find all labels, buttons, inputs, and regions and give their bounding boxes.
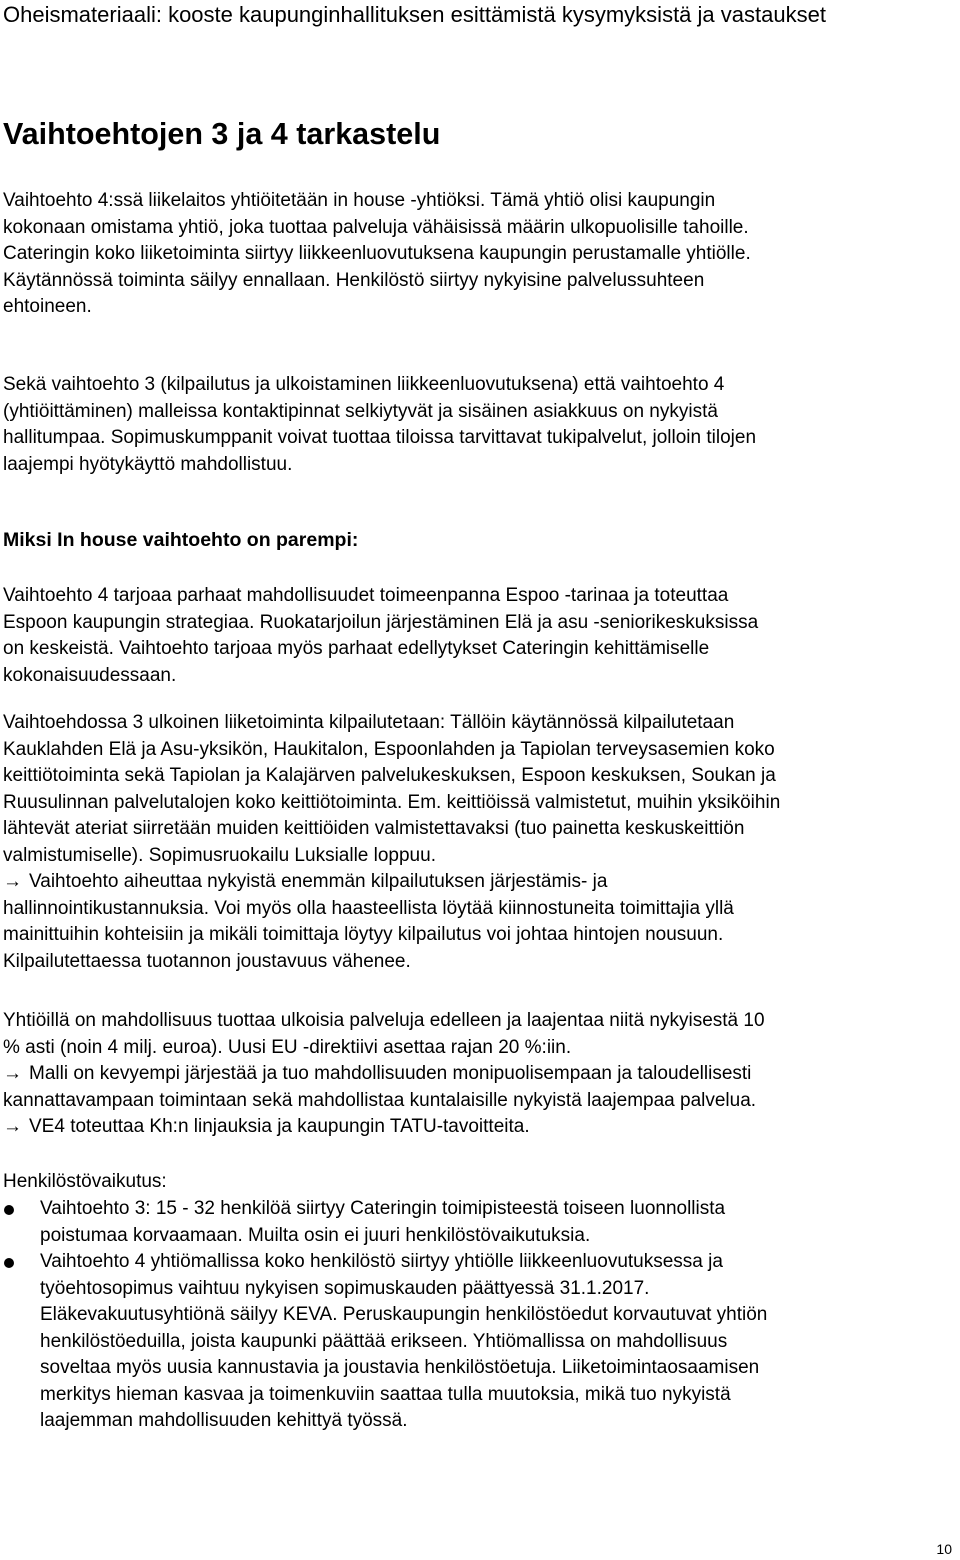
- arrow-icon: →: [3, 1116, 22, 1137]
- p3-line-2: Espoon kaupungin strategiaa. Ruokatarjoilun järjestäminen Elä ja asu -seniorikeskuksissa: [3, 611, 759, 633]
- arrow-icon: →: [3, 1063, 22, 1084]
- list-item: [3, 1196, 955, 1249]
- p1-line-4: Käytännössä toiminta säilyy ennallaan. Henkilöstö siirtyy nykyisine palvelussuhteen: [3, 269, 705, 291]
- text-block-b: [3, 372, 955, 478]
- p4-arrow-line-2: hallinnointikustannuksia. Voi myös olla haasteellista löytää kiinnostuneita toimittajia yllä: [3, 897, 734, 919]
- p5-line-1: Yhtiöillä on mahdollisuus tuottaa ulkoisia palveluja edelleen ja laajentaa niitä nykyisestä 10: [3, 1010, 765, 1031]
- paragraph-external-services: [3, 1008, 955, 1141]
- p1-line-3: Cateringin koko liiketoiminta siirtyy liikkeenluovutuksena kaupungin perustamalle yhtiölle.: [3, 243, 751, 264]
- p5-arrow2-line: VE4 toteuttaa Kh:n linjauksia ja kaupungin TATU-tavoitteita.: [29, 1116, 530, 1137]
- bullet-icon: [4, 1258, 14, 1268]
- p1-line-2: kokonaan omistama yhtiö, joka tuottaa palveluja vähäisissä määrin ulkopuolisille tahoille.: [3, 216, 749, 238]
- p5-line-2: % asti (noin 4 milj. euroa). Uusi EU -direktiivi asettaa rajan 20 %:iin.: [3, 1036, 572, 1058]
- p4-line-3: keittiötoiminta sekä Tapiolan ja Kalajärven palvelukeskuksen, Espoon keskuksen, Soukan ja: [3, 765, 776, 786]
- p4-line-5: lähtevät ateriat siirretään muiden keittiöiden valmistettavaksi (tuo painetta keskuskeittiön: [3, 818, 745, 839]
- p5-arrow1-line-2: kannattavampaan toimintaan sekä mahdollistaa kuntalaisille nykyistä laajempaa palvelua.: [3, 1089, 757, 1111]
- paragraph-option-4-benefits: [3, 583, 955, 689]
- p4-line-4: Ruusulinnan palvelutalojen koko keittiötoiminta. Em. keittiöissä valmistetut, muihin yksiköihin: [3, 791, 781, 813]
- p2-line-3: hallitumpaa. Sopimuskumppanit voivat tuottaa tiloissa tarvittavat tukipalvelut, jolloin tilojen: [3, 427, 757, 448]
- bullet1-line-1: Vaihtoehto 3: 15 - 32 henkilöä siirtyy Cateringin toimipisteestä toiseen luonnollista: [40, 1198, 726, 1219]
- p5-arrow1-line-1: Malli on kevyempi järjestää ja tuo mahdollisuuden monipuolisempaan ja taloudellisesti: [29, 1063, 752, 1084]
- staff-impact-label: Henkilöstövaikutus:: [3, 1171, 167, 1192]
- running-header: Oheismateriaali: kooste kaupunginhallituksen esittämistä kysymyksistä ja vastaukset: [3, 2, 826, 27]
- p2-line-2: (yhtiöittäminen) malleissa kontaktipinnat selkiytyvät ja sisäinen asiakkuus on nykyistä: [3, 400, 718, 422]
- bullet2-line-4: henkilöstöeduilla, joista kaupunki päättää erikseen. Yhtiömallissa on mahdollisuus: [40, 1330, 728, 1352]
- bullet2-line-5: soveltaa myös uusia kannustavia ja joustavia henkilöstöetuja. Liiketoimintaosaamisen: [40, 1357, 760, 1378]
- p1-line-5: ehtoineen.: [3, 296, 92, 317]
- p4-line-6: valmistumiselle). Sopimusruokailu Luksialle loppuu.: [3, 844, 436, 866]
- bullet1-line-2: poistumaa korvaamaan. Muilta osin ei juuri henkilöstövaikutuksia.: [40, 1224, 591, 1246]
- bullet2-line-7: laajemman mahdollisuuden kehittyä työssä.: [40, 1410, 408, 1431]
- p3-line-4: kokonaisuudessaan.: [3, 664, 177, 686]
- p1-line-1: Vaihtoehto 4:ssä liikelaitos yhtiöitetään in house -yhtiöksi. Tämä yhtiö olisi kaupungin: [3, 190, 716, 211]
- staff-impact-list: [3, 1196, 955, 1435]
- arrow-icon: →: [3, 871, 22, 892]
- p4-arrow-line-1: Vaihtoehto aiheuttaa nykyistä enemmän kilpailutuksen järjestämis- ja: [29, 871, 608, 892]
- bullet2-line-6: merkitys hieman kasvaa ja toimenkuviin saattaa tulla muutoksia, mikä tuo nykyistä: [40, 1383, 731, 1405]
- p4-line-1: Vaihtoehdossa 3 ulkoinen liiketoiminta kilpailutetaan: Tällöin käytännössä kilpailutetaan: [3, 712, 735, 733]
- paragraph-in-house-description: [3, 188, 955, 321]
- text-block-a: [3, 188, 955, 321]
- subheading-why-in-house: Miksi In house vaihtoehto on parempi:: [3, 529, 359, 551]
- p4-arrow-line-4: Kilpailutettaessa tuotannon joustavuus vähenee.: [3, 950, 411, 972]
- p3-line-1: Vaihtoehto 4 tarjoaa parhaat mahdollisuudet toimeenpanna Espoo -tarinaa ja toteuttaa: [3, 585, 729, 606]
- bullet-icon: [4, 1205, 14, 1215]
- p2-line-1: Sekä vaihtoehto 3 (kilpailutus ja ulkoistaminen liikkeenluovutuksena) että vaihtoehto 4: [3, 374, 725, 395]
- bullet2-line-3: Eläkevakuutusyhtiönä säilyy KEVA. Peruskaupungin henkilöstöedut korvautuvat yhtiön: [40, 1304, 768, 1325]
- text-block-d: [3, 710, 955, 975]
- text-block-e: [3, 1008, 955, 1141]
- text-block-c: [3, 583, 955, 689]
- paragraph-comparison: [3, 372, 955, 478]
- bullet2-line-2: työehtosopimus vaihtuu nykyisen sopimuskauden päättyessä 31.1.2017.: [40, 1277, 650, 1299]
- p4-line-2: Kauklahden Elä ja Asu-yksikön, Haukitalon, Espoonlahden ja Tapiolan terveysasemien koko: [3, 738, 775, 760]
- bullet2-line-1: Vaihtoehto 4 yhtiömallissa koko henkilöstö siirtyy yhtiölle liikkeenluovutuksessa ja: [40, 1251, 723, 1272]
- page-title: Vaihtoehtojen 3 ja 4 tarkastelu: [3, 117, 441, 151]
- page-number: 10: [936, 1541, 952, 1557]
- p2-line-4: laajempi hyötykäyttö mahdollistuu.: [3, 453, 293, 475]
- p3-line-3: on keskeistä. Vaihtoehto tarjoaa myös parhaat edellytykset Cateringin kehittämiselle: [3, 638, 710, 659]
- paragraph-option-3-tendering: [3, 710, 955, 975]
- list-item: [3, 1249, 955, 1435]
- p4-arrow-line-3: mainittuihin kohteisiin ja mikäli toimittaja löytyy kilpailutus voi johtaa hintojen nousuun.: [3, 924, 724, 945]
